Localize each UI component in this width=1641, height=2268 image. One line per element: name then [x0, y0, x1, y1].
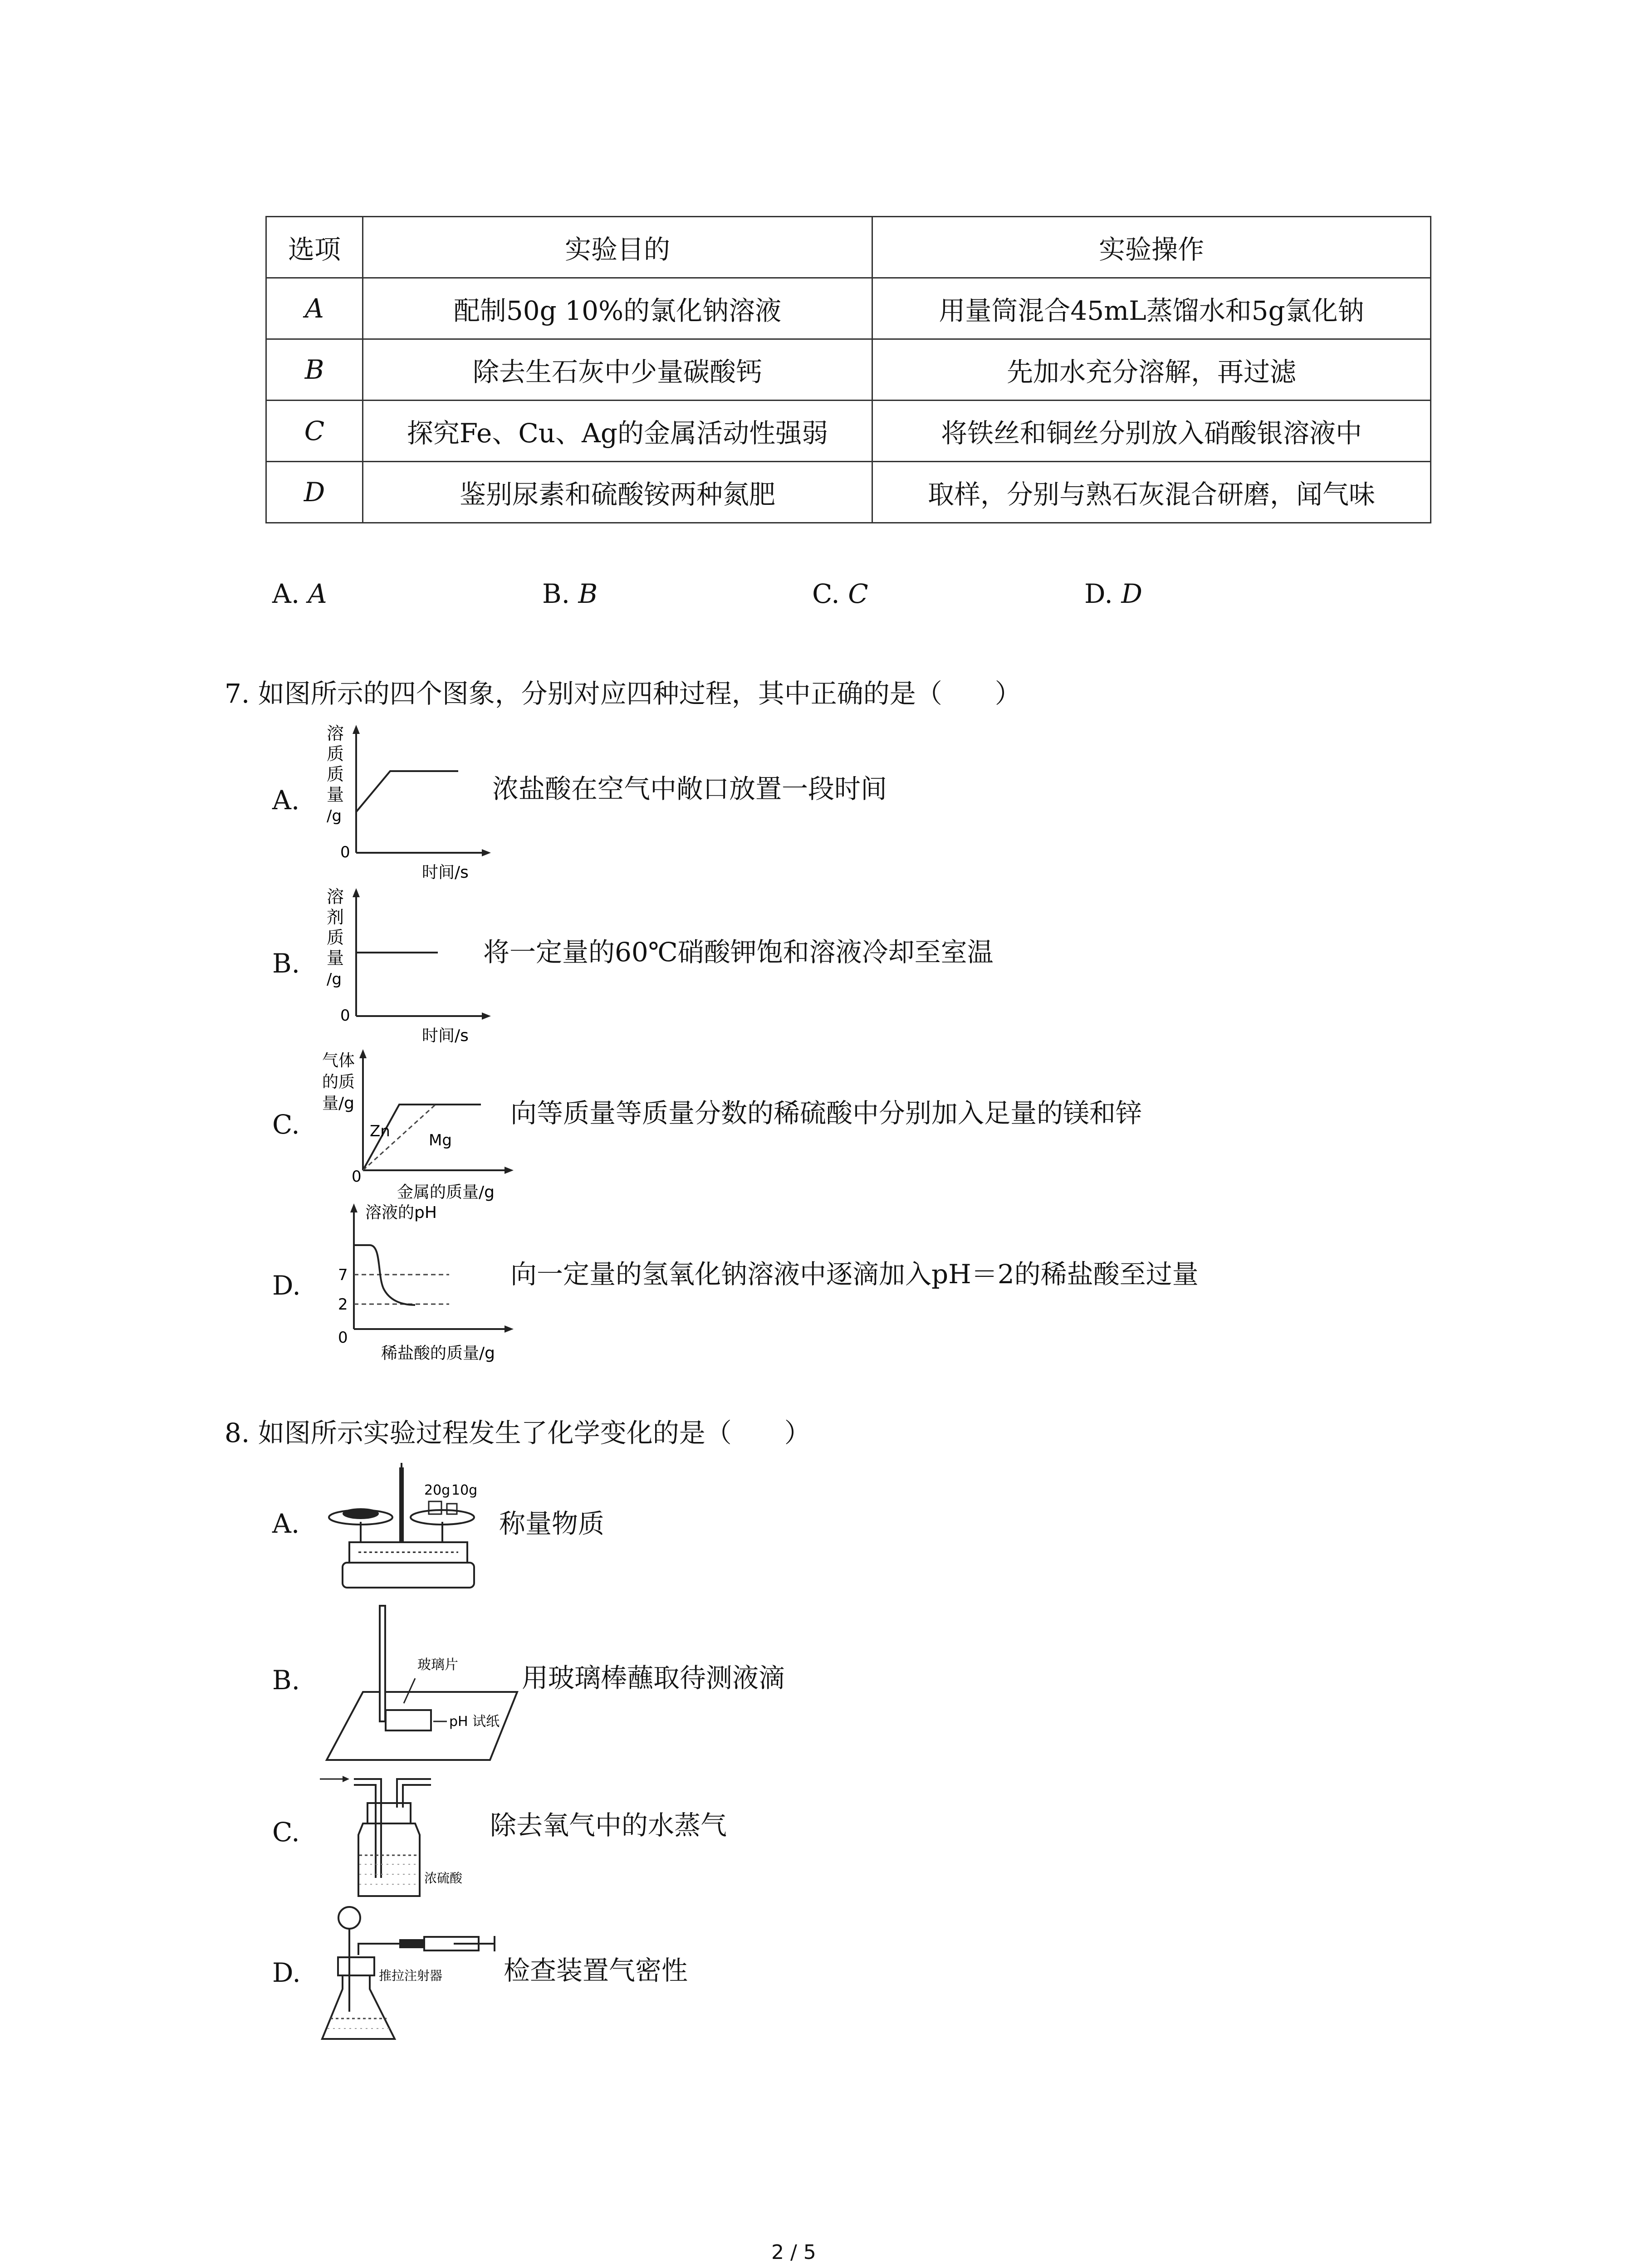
q8-option-a-text: 称量物质: [499, 1508, 605, 1539]
table-header-row: [266, 217, 1431, 278]
table-cell: 鉴别尿素和硫酸铵两种氮肥: [363, 462, 872, 523]
origin-label: 0: [340, 1007, 350, 1025]
q7-graph-b: [318, 885, 499, 1048]
y-label: 量: [327, 948, 344, 968]
q8-option-d-label[interactable]: D.: [272, 1957, 301, 1988]
weight-label: 10g: [451, 1482, 478, 1498]
choice-a[interactable]: A. A: [272, 578, 327, 609]
question-7-stem: 7. 如图所示的四个图象，分别对应四种过程，其中正确的是（ ）: [225, 678, 1021, 709]
table-row: [266, 339, 1431, 401]
table-cell: C: [266, 401, 363, 462]
q7-option-a-label[interactable]: A.: [272, 785, 300, 816]
table-cell: 将铁丝和铜丝分别放入硝酸银溶液中: [872, 401, 1431, 462]
y-label: 溶液的pH: [365, 1203, 437, 1222]
gas-washing-bottle-figure: [318, 1769, 508, 1901]
y-axis-arrow: [353, 725, 360, 734]
table-header: 选项: [266, 217, 363, 278]
table-row: [266, 278, 1431, 339]
tick-label: 7: [338, 1266, 348, 1284]
tick-label: 2: [338, 1295, 348, 1314]
table-cell: 用量筒混合45mL蒸馏水和5g氯化钠: [872, 278, 1431, 339]
x-label: 时间/s: [422, 1026, 469, 1045]
table-header: 实验操作: [872, 217, 1431, 278]
y-label: 量: [327, 785, 344, 805]
balance-pillar: [399, 1467, 404, 1542]
x-axis-arrow: [482, 849, 491, 856]
bottle: [358, 1823, 420, 1896]
table-cell: B: [266, 339, 363, 401]
q7-option-c-text: 向等质量等质量分数的稀硫酸中分别加入足量的镁和锌: [510, 1098, 1142, 1129]
q7-option-d-label[interactable]: D.: [272, 1270, 301, 1301]
q7-graph-d: [318, 1200, 526, 1372]
x-label: 时间/s: [422, 863, 469, 882]
q8-option-a-label[interactable]: A.: [272, 1508, 300, 1539]
table-header: 实验目的: [363, 217, 872, 278]
flow-arrow-head: [343, 1776, 349, 1782]
weight-10g: [447, 1504, 457, 1514]
table-cell: 探究Fe、Cu、Ag的金属活动性强弱: [363, 401, 872, 462]
airtightness-figure: [318, 1901, 517, 2050]
choice-d[interactable]: D. D: [1084, 578, 1142, 609]
y-label: 溶: [327, 723, 344, 743]
page-number: 2 / 5: [771, 2241, 816, 2264]
table-cell: D: [266, 462, 363, 523]
y-axis-arrow: [350, 1203, 358, 1212]
rubber-stopper: [338, 1957, 374, 1975]
outlet-tube-inner: [403, 1785, 431, 1808]
q8-option-c-label[interactable]: C.: [272, 1817, 300, 1848]
syringe-label: 推拉注射器: [379, 1968, 443, 1983]
table-row: [266, 462, 1431, 523]
x-label: 稀盐酸的质量/g: [381, 1344, 495, 1363]
funnel-bulb: [338, 1907, 360, 1929]
table-cell: 除去生石灰中少量碳酸钙: [363, 339, 872, 401]
ph-paper-label: pH 试纸: [449, 1714, 500, 1730]
y-label: 的质: [322, 1073, 355, 1091]
y-label: 质: [327, 928, 344, 948]
choice-b[interactable]: B. B: [542, 578, 598, 609]
choice-c[interactable]: C. C: [812, 578, 868, 609]
table-cell: 取样，分别与熟石灰混合研磨，闻气味: [872, 462, 1431, 523]
origin-label: 0: [338, 1329, 348, 1347]
balance-base: [343, 1563, 474, 1588]
x-label: 金属的质量/g: [397, 1183, 495, 1202]
origin-label: 0: [340, 843, 350, 861]
q7-option-d-text: 向一定量的氢氧化钠溶液中逐滴加入pH＝2的稀盐酸至过量: [510, 1259, 1199, 1290]
balance-figure: [318, 1458, 499, 1599]
rubber-stopper: [367, 1803, 411, 1823]
conical-flask: [322, 1975, 395, 2039]
q7-graph-a: [318, 721, 499, 885]
q8-option-d-text: 检查装置气密性: [504, 1955, 688, 1986]
side-tube: [358, 1944, 399, 1955]
y-label: /g: [327, 807, 342, 825]
table-row: [266, 401, 1431, 462]
glass-slide-label: 玻璃片: [417, 1657, 458, 1673]
q7-graph-c: [318, 1046, 526, 1209]
q7-option-b-label[interactable]: B.: [272, 948, 300, 979]
q7-option-b-text: 将一定量的60℃硝酸钾饱和溶液冷却至室温: [483, 937, 994, 968]
glass-rod: [380, 1606, 385, 1721]
acid-label: 浓硫酸: [424, 1871, 463, 1886]
y-axis-arrow: [359, 1049, 367, 1058]
ph-paper: [386, 1710, 431, 1730]
y-label: 溶: [327, 887, 344, 907]
x-axis-arrow: [505, 1325, 514, 1333]
series-label-zn: Zn: [370, 1122, 390, 1140]
sample-substance: [343, 1508, 379, 1519]
question-8-stem: 8. 如图所示实验过程发生了化学变化的是（ ）: [225, 1418, 811, 1448]
series-label-mg: Mg: [429, 1131, 452, 1149]
table-cell: 配制50g 10%的氯化钠溶液: [363, 278, 872, 339]
weight-label: 20g: [424, 1482, 451, 1498]
ph-test-figure: [318, 1601, 535, 1769]
table-cell: A: [266, 278, 363, 339]
q8-option-b-label[interactable]: B.: [272, 1665, 300, 1696]
y-axis-arrow: [353, 888, 360, 897]
y-label: /g: [327, 970, 342, 988]
y-label: 气体: [322, 1051, 355, 1070]
y-label: 质: [327, 764, 344, 784]
y-label: 量/g: [322, 1094, 354, 1113]
q8-option-b-text: 用玻璃棒蘸取待测液滴: [522, 1662, 785, 1693]
experiment-table: [265, 216, 1431, 523]
x-axis-arrow: [482, 1012, 491, 1020]
series-line: [356, 771, 458, 812]
origin-label: 0: [352, 1168, 362, 1186]
weight-20g: [429, 1501, 441, 1514]
rubber-tube: [399, 1939, 424, 1948]
q7-option-c-label[interactable]: C.: [272, 1109, 300, 1140]
table-cell: 先加水充分溶解，再过滤: [872, 339, 1431, 401]
y-label: 质: [327, 744, 344, 764]
q7-option-a-text: 浓盐酸在空气中敞口放置一段时间: [492, 773, 887, 804]
x-axis-arrow: [505, 1167, 514, 1174]
y-label: 剂: [327, 907, 344, 927]
leader-line: [404, 1678, 415, 1703]
q8-option-c-text: 除去氧气中的水蒸气: [490, 1810, 727, 1841]
